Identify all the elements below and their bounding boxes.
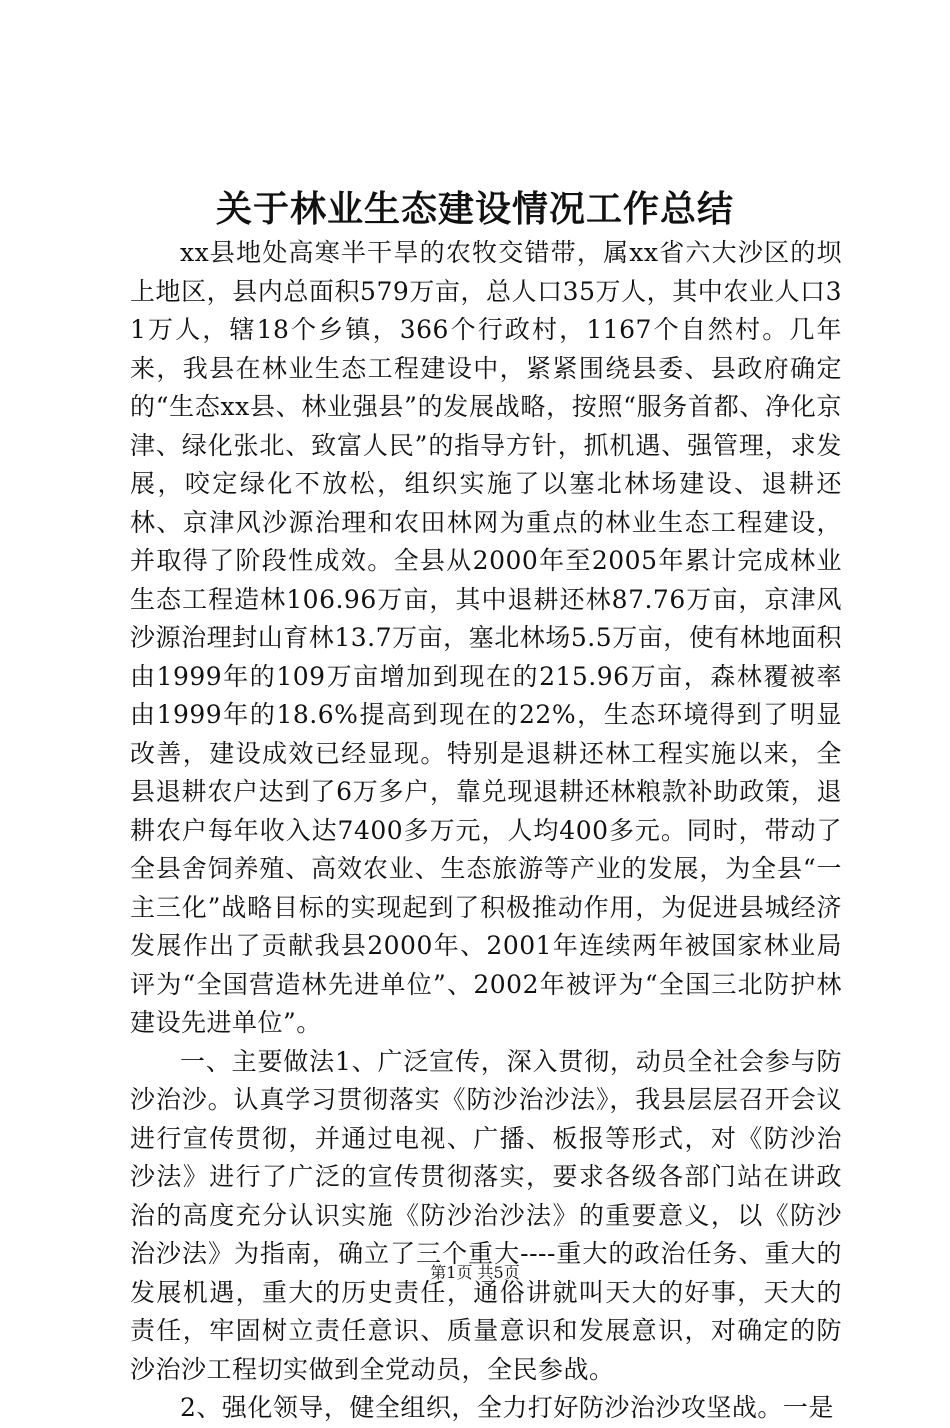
paragraph-leadership: 2、强化领导，健全组织，全力打好防沙治沙攻坚战。一是: [180, 1393, 834, 1422]
paragraph-main-methods: 一、主要做法1、广泛宣传，深入贯彻，动员全社会参与防沙治沙。认真学习贯彻落实《防沙治沙法》，我县层层召开会议进行宣传贯彻，并通过电视、广播、板报等形式，对《防沙治沙法》进行了广泛的宣传贯彻落实，要求各级各部门站在讲政治的高度充分认识实施《防沙治沙法》的重要意义，以《防沙治沙法》为指南，确立了三个重大----重大的政治任务、重大的发展机遇，重大的历史责任，通俗讲就叫天大的好事，天大的责任，牢固树立责任意识、质量意识和发展意识，对确定的防沙治沙工程切实做到全党动员，全民参战。: [130, 1046, 842, 1384]
page-footer: 第1页 共5页: [430, 1263, 520, 1282]
document-body: [130, 234, 842, 1428]
paragraph-intro: xx县地处高寒半干旱的农牧交错带，属xx省六大沙区的坝上地区，县内总面积579万亩，总人口35万人，其中农业人口31万人，辖18个乡镇，366个行政村，1167个自然村。几年来，我县在林业生态工程建设中，紧紧围绕县委、县政府确定的“生态xx县、林业强县”的发展战略，按照“服务首都、净化京津、绿化张北、致富人民”的指导方针，抓机遇、强管理，求发展，咬定绿化不放松，组织实施了以塞北林场建设、退耕还林、京津风沙源治理和农田林网为重点的林业生态工程建设，并取得了阶段性成效。全县从2000年至2005年累计完成林业生态工程造林106.96万亩，其中退耕还林87.76万亩，京津风沙源治理封山育林13.7万亩，塞北林场5.5万亩，使有林地面积由1999年的109万亩增加到现在的215.96万亩，森林覆被率由1999年的18.6%提高到现在的22%，生态环境得到了明显改善，建设成效已经显现。特别是退耕还林工程实施以来，全县退耕农户达到了6万多户，靠兑现退耕还林粮款补助政策，退耕农户每年收入达7400多万元，人均400多元。同时，带动了全县舍饲养殖、高效农业、生态旅游等产业的发展，为全县“一主三化”战略目标的实现起到了积极推动作用，为促进县城经济发展作出了贡献我县2000年、2001年连续两年被国家林业局评为“全国营造林先进单位”、2002年被评为“全国三北防护林建设先进单位”。: [130, 238, 842, 1037]
document-title: 关于林业生态建设情况工作总结: [215, 188, 734, 230]
